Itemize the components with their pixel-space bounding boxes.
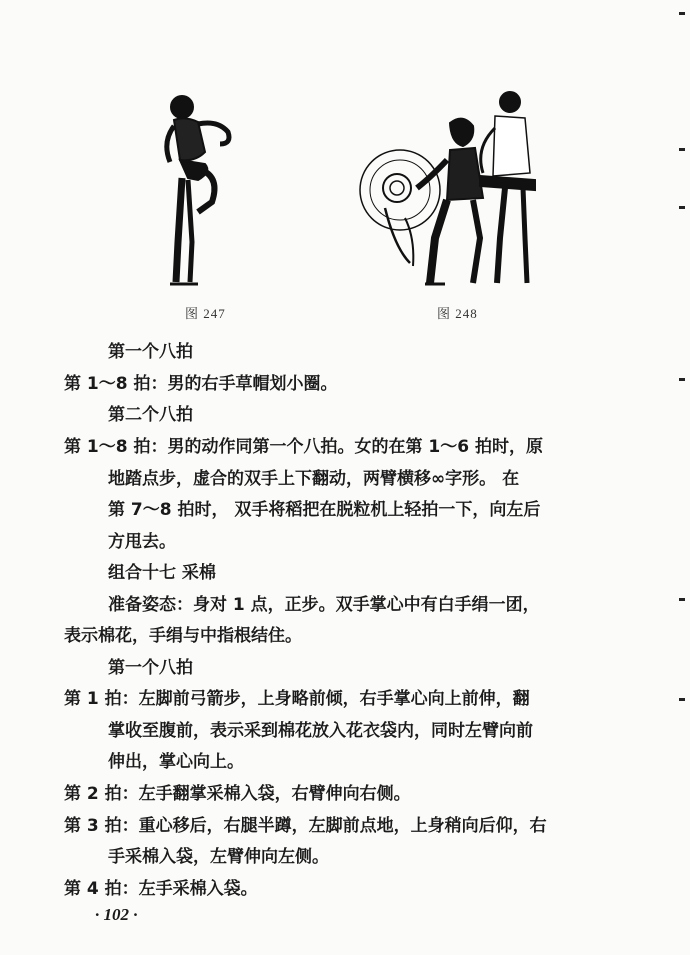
scan-edge-mark: [679, 598, 685, 601]
scan-edge-mark: [679, 698, 685, 701]
text-line: 第 3 拍：重心移后，右腿半蹲，左脚前点地，上身稍向后仰，右: [64, 816, 547, 836]
text-line: 第 1 拍：左脚前弓箭步，上身略前倾，右手掌心向上前伸，翻: [64, 689, 530, 709]
text-line: 第二个八拍: [108, 405, 193, 425]
scan-edge-mark: [679, 148, 685, 151]
text-line: 第一个八拍: [108, 342, 193, 362]
figure-248-illustration: [355, 88, 550, 293]
text-line: 准备姿态：身对 1 点，正步。双手掌心中有白手绢一团，: [108, 595, 540, 615]
text-line: 第 4 拍：左手采棉入袋。: [64, 879, 258, 899]
scan-edge-mark: [679, 206, 685, 209]
scan-edge-mark: [679, 378, 685, 381]
text-line: 组合十七 采棉: [108, 563, 216, 583]
text-line: 方甩去。: [108, 532, 176, 552]
text-line: 表示棉花，手绢与中指根结住。: [64, 626, 302, 646]
figure-247-illustration: [150, 92, 250, 292]
text-line: 第 1～8 拍：男的动作同第一个八拍。女的在第 1～6 拍时，原: [64, 437, 543, 457]
text-line: 伸出，掌心向上。: [108, 752, 244, 772]
text-line: 第 1～8 拍：男的右手草帽划小圈。: [64, 374, 338, 394]
text-line: 第 2 拍：左手翻掌采棉入袋，右臂伸向右侧。: [64, 784, 411, 804]
text-line: 第 7～8 拍时， 双手将稻把在脱粒机上轻拍一下，向左后: [108, 500, 541, 520]
text-line: 地踏点步，虚合的双手上下翻动，两臂横移∞字形。 在: [108, 469, 520, 489]
text-line: 第一个八拍: [108, 658, 193, 678]
figure-247-caption: 图 247: [185, 306, 226, 321]
figure-248-caption: 图 248: [437, 306, 478, 321]
scan-edge-mark: [679, 12, 685, 15]
page-number: · 102 ·: [95, 905, 138, 924]
text-line: 手采棉入袋，左臂伸向左侧。: [108, 847, 329, 867]
text-line: 掌收至腹前，表示采到棉花放入花衣袋内，同时左臂向前: [108, 721, 533, 741]
